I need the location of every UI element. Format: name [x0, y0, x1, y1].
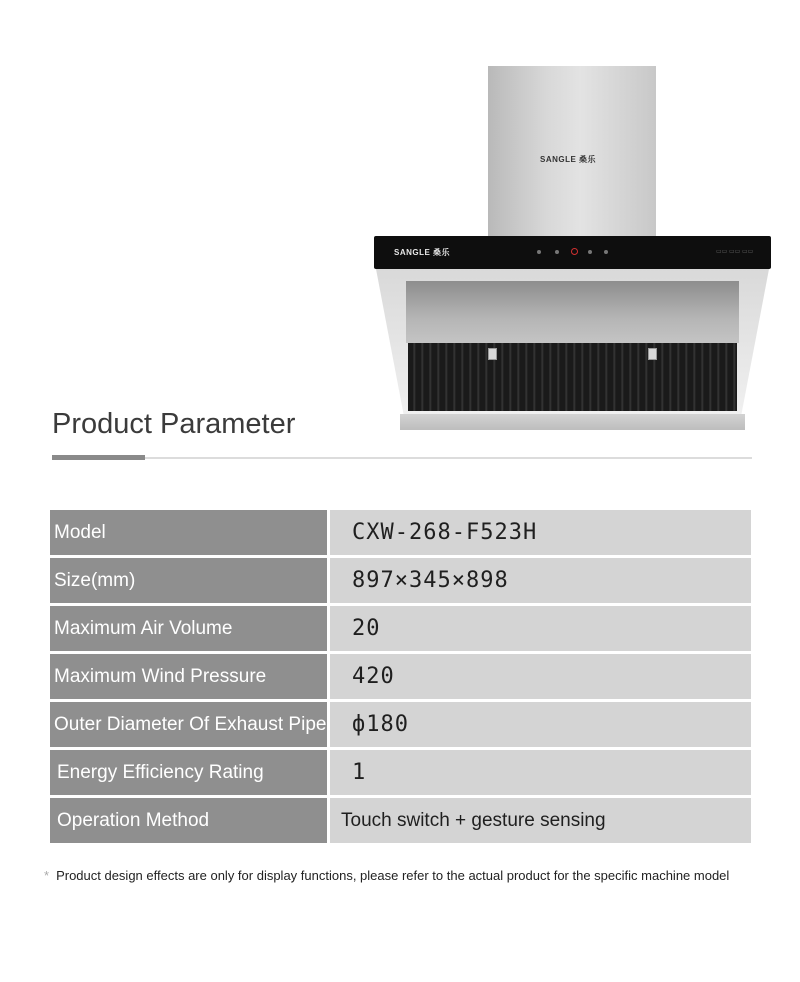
power-icon	[571, 248, 578, 255]
param-value: ф180	[330, 702, 751, 747]
grille-tab-left	[488, 348, 497, 360]
param-label: Maximum Air Volume	[50, 606, 327, 651]
hood-base	[400, 414, 745, 430]
panel-button-icon	[588, 250, 592, 254]
table-row	[50, 654, 751, 699]
param-value: 1	[330, 750, 751, 795]
param-value: 420	[330, 654, 751, 699]
param-value: 20	[330, 606, 751, 651]
brand-logo: SANGLE 桑乐	[394, 248, 451, 257]
disclaimer-text: Product design effects are only for display functions, please refer to the actual product for the specific machine model	[56, 868, 730, 883]
table-row	[50, 750, 751, 795]
table-row	[50, 606, 751, 651]
panel-button-icon	[604, 250, 608, 254]
table-row	[50, 510, 751, 555]
title-divider	[52, 457, 752, 459]
panel-button-icon	[555, 250, 559, 254]
section-title: Product Parameter	[52, 408, 296, 440]
param-value: CXW-268-F523H	[330, 510, 751, 555]
param-label: Outer Diameter Of Exhaust Pipe	[50, 702, 327, 747]
param-label: Model	[50, 510, 327, 555]
asterisk-marker: *	[44, 868, 50, 883]
title-accent-bar	[52, 455, 145, 460]
panel-button-icon	[537, 250, 541, 254]
param-label: Operation Method	[50, 798, 327, 843]
brand-logo: SANGLE 桑乐	[540, 155, 597, 164]
table-row	[50, 558, 751, 603]
table-row	[50, 798, 751, 843]
param-value: Touch switch + gesture sensing	[330, 798, 751, 843]
param-label: Maximum Wind Pressure	[50, 654, 327, 699]
hood-chimney	[488, 66, 656, 238]
hood-front-panel	[406, 281, 739, 343]
param-label: Energy Efficiency Rating	[50, 750, 327, 795]
range-hood-image	[370, 64, 775, 434]
table-row	[50, 702, 751, 747]
grille-tab-right	[648, 348, 657, 360]
parameter-table	[50, 510, 751, 846]
hood-grille	[408, 343, 737, 411]
control-panel	[374, 236, 771, 269]
panel-print: ▭▭ ▭▭ ▭▭	[716, 249, 754, 255]
disclaimer-note	[44, 868, 729, 883]
param-value: 897×345×898	[330, 558, 751, 603]
param-label: Size(mm)	[50, 558, 327, 603]
